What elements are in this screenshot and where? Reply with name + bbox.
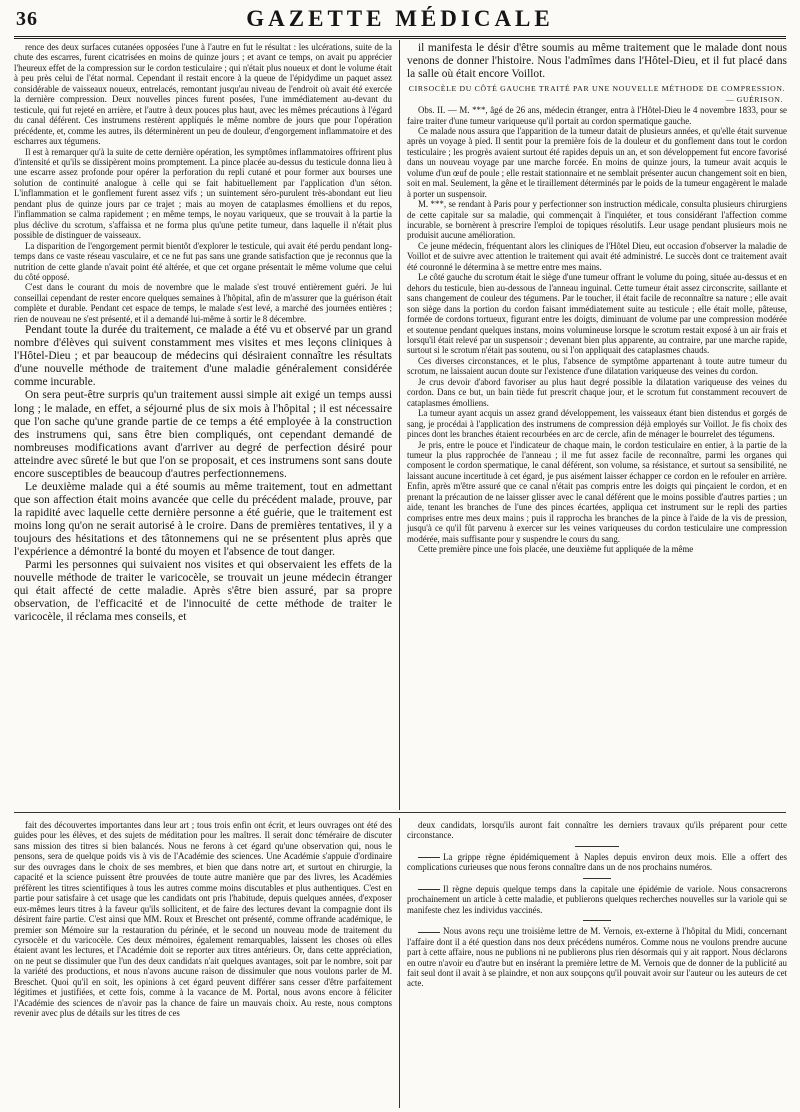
- paragraph: Ce malade nous assura que l'apparition de la tumeur datait de plusieurs années, et qu'elle était survenue après un voyage à pied. Il sentit pour la première fois de la douleur et du gonflement dans tout le cordon testiculaire ; les progrès avaient surtout été rapides depuis un an, et son développement fut encore favorisé dans un nouveau voyage par une marche forcée. En moins de quinze jours, la tumeur avait acquis le volume d'un œuf de poule ; elle restait stationnaire et ne semblait présenter aucun changement soit en bien, soit en mal. Seulement, la gêne et le tiraillement déterminés par le poids de la tumeur engagèrent le malade à porter un suspensoir.: [407, 125, 787, 199]
- header-rule: [14, 36, 786, 39]
- masthead-title: GAZETTE MÉDICALE: [246, 6, 554, 31]
- column-divider: [399, 818, 400, 1108]
- news-item: [407, 926, 787, 989]
- paragraph: C'est dans le courant du mois de novembre que le malade s'est trouvé entièrement guéri. Je lui conseillai cependant de rester encore quelques semaines à l'hôpital, afin de m'assurer que la guérison était complète et durable. Pendant cet espace de temps, le malade s'est levé, a marché des journées entières ; rien de nouveau ne s'est présenté, et il a demandé lui-même à sortir le 8 décembre.: [14, 282, 392, 324]
- news-dash: [418, 889, 440, 890]
- news-separator: [575, 846, 619, 847]
- section-title: CIRSOCÈLE DU CÔTÉ GAUCHE TRAITÉ PAR UNE NOUVELLE MÉTHODE DE COMPRESSION.: [408, 84, 786, 94]
- bottom-right-column: [407, 820, 787, 1108]
- news-text: Nous avons reçu une troisième lettre de M. Vernois, ex-externe à l'hôpital du Midi, concernant l'affaire dont il a été question dans nos deux précédens numéros. Comme nous ne voulons prendre aucune part à cette affaire, nous ne publions ni ne publierons plus rien désormais qui y ait rapport. Nous déclarons en outre n'avoir eu d'autre but en insérant la première lettre de M. Vernois que de donner de la publicité au fait seul dont il avait à se plaindre, et non aux soupçons qu'il pouvait avoir sur l'auteur ou les auteurs de cet acte.: [407, 926, 787, 989]
- paragraph: Je crus devoir d'abord favoriser au plus haut degré possible la dilatation variqueuse des veines du cordon. Dans ce but, un bain tiède fut prescrit chaque jour, et le scrotum fut constamment recouvert de cataplasmes émolliens.: [407, 376, 787, 408]
- news-dash: [418, 857, 440, 858]
- paragraph: Ces diverses circonstances, et le plus, l'absence de symptôme appartenant à toute autre tumeur du scrotum, ne laissaient aucun doute sur l'existence d'une dilatation variqueuse des veines du cordon.: [407, 355, 787, 377]
- column-divider: [399, 40, 400, 810]
- top-right-column: [407, 42, 787, 802]
- paragraph: il manifesta le désir d'être soumis au même traitement que le malade dont nous venons de donner l'histoire. Nous l'admîmes dans l'Hôtel-Dieu, et il fut placé dans la salle où était encore Voillot.: [407, 42, 787, 81]
- page-number: 36: [16, 8, 38, 30]
- news-separator: [583, 920, 611, 921]
- news-text: Il règne depuis quelque temps dans la capitale une épidémie de variole. Nous consacrerons prochainement un article à cette maladie, et publierons quelques recherches nouvelles sur la variole qui se manifeste chez les individus vaccinés.: [407, 883, 787, 915]
- news-dash: [418, 932, 440, 933]
- page-header: [14, 6, 786, 34]
- paragraph: fait des découvertes importantes dans leur art ; tous trois enfin ont écrit, et leurs ouvrages ont été des guides pour les élèves, et des sujets de méditation pour les maîtres. Il serait donc téméraire de discuter sans mission des titres si bien balancés. Nous ne ferons à cet égard qu'une observation qui, nous le pensons, sera de quelque poids vis à vis de l'Académie des sciences. Une Académie s'appuie d'ordinaire sur des ouvrages dans le choix de ses membres, et bien que dans notre art, et surtout en chirurgie, la capacité et la science puissent être prouvées de toute autre manière que par des livres, les Académies préfèrent les titres scientifiques à tous les autres comme moins discutables et plus authentiques. C'est en partie pour satisfaire à cet usage que les candidats ont pris l'habitude, depuis quelques années, d'exposer eux-mêmes leurs titres à la faveur qu'ils sollicitent, et de faire des lectures devant la compagnie dont ils désirent faire partie. C'est ainsi que MM. Roux et Breschet ont présenté, comme offrande académique, le premier son Mémoire sur la restauration du périnée, et le second un nouveau mode de traitement du cyrsocèle et du varicocèle. Ces deux mémoires, également remarquables, laissent les choses où elles étaient avant les lectures, et l'Académie doit se reporter aux titres antérieurs. Or, dans cette appréciation, on ne peut se dissimuler que l'un des deux candidats n'ait quelques avantages, soit par le nombre, soit par la variété des productions, et nous n'avons aucune raison de dissimuler que nous voulons parler de M. Breschet. Quoi qu'il en soit, les opinions à cet égard peuvent différer sans cesser d'être parfaitement légitimes et justifiées, et cette fois, comme à la vacance de M. Portal, nous avons encore à féliciter l'Académie des sciences de n'avoir pas la chance de faire un mauvais choix. Au reste, nous comptons revenir avec plus de détails sur les titres de ces: [14, 820, 392, 1019]
- section-divider: [14, 812, 786, 813]
- paragraph: deux candidats, lorsqu'ils auront fait connaître les derniers travaux qu'ils préparent pour cette circonstance.: [407, 820, 787, 841]
- paragraph: Cette première pince une fois placée, une deuxième fut appliquée de la même: [418, 544, 694, 555]
- paragraph: On sera peut-être surpris qu'un traitement aussi simple ait exigé un temps aussi long ; le malade, en effet, a séjourné plus de six mois à l'hôpital ; il est nécessaire que l'on sache qu'une grande partie de ce temps a été employée à la construction des instrumens qui, sans être bien compliqués, ont cependant demandé de nombreuses modifications avant d'arriver au degré de perfection désiré pour atteindre avec sûreté le but que l'on se proposait, et ces instrumens sont sans doute encore susceptibles de beaucoup d'autres perfectionnemens.: [14, 389, 392, 480]
- paragraph: Le deuxième malade qui a été soumis au même traitement, tout en admettant que son affection était moins avancée que celle du précédent malade, prouve, par la rapidité avec laquelle cette dernière personne a été guérie, que le traitement est moins long qu'on ne serait autorisé à le croire. Dans de premières tentatives, il y a toujours des hésitations et des tâtonnemens qui ne se présentent plus après que l'expérience a démontré la bonté du moyen et l'absence de tout danger.: [14, 480, 392, 559]
- paragraph: Le côté gauche du scrotum était le siège d'une tumeur offrant le volume du poing, située au-dessus et en dehors du testicule, bien au-dessous de l'anneau inguinal. Cette tumeur était assez circonscrite, saillante et sans changement de couleur des tégumens. Par le toucher, il était facile de reconnaître sa nature ; elle avait son siège dans la portion du cordon faisant immédiatement suite au testicule ; elle était molle, pâteuse, formée de cordons tortueux, figurant entre les doigts, diminuant de volume par une compression modérée et soutenue pendant quelques instans, moins volumineuse lorsque le scrotum restait exposé à un air frais et lorsqu'il était relevé par un suspensoir ; devenant bien plus apparente, au contraire, par une marche rapide, surtout si le scrotum n'était pas soutenu, ou si l'on appliquait des cataplasmes chauds.: [407, 272, 787, 356]
- paragraph: Ce jeune médecin, fréquentant alors les cliniques de l'Hôtel Dieu, eut occasion d'observer la maladie de Voillot et de suivre avec attention le traitement qui avait été administré. Le succès dont ce traitement avait été couronné le détermina à se mettre entre mes mains.: [407, 240, 787, 272]
- paragraph: M. ***, se rendant à Paris pour y perfectionner son instruction médicale, consulta plusieurs chirurgiens de cette capitale sur sa maladie, qui commençait à l'inquiéter, et tous considérant l'affection comme incurable, se bornèrent à prescrire l'emploi de topiques résolutifs. Leur usage pendant plusieurs mois ne produisit aucune amélioration.: [407, 199, 787, 241]
- paragraph: Je pris, entre le pouce et l'indicateur de chaque main, le cordon testiculaire en entier, à la partie de la tumeur la plus rapprochée de l'anneau ; il me fut assez facile de reconnaître, parmi les organes qui composent le cordon spermatique, le canal déférent, son volume, sa résistance, et surtout sa sensibilité, ne laissant aucune incertitude à cet égard, je pus aisément laisser échapper ce cordon en le refouler en arrière. Enfin, après m'être assuré que ce canal n'était pas compris entre les doigts qui pinçaient le cordon, et en prenant la précaution de ne laisser glisser avec le canal déférent que le moins possible d'autres parties ; un aide, tenant les branches de l'une des pinces écartées, appliqua cet instrument sur le repli des parties comprises entre mes deux mains ; puis il rapprocha les branches de la pince à l'aide de la vis de pression, jusqu'à ce qu'il fût parvenu à exercer sur les veines variqueuses du cordon testiculaire une compression modérée, mais suffisante pour y suspendre le cours du sang.: [407, 439, 787, 544]
- observation-heading-paragraph: Obs. II. — M. ***, âgé de 26 ans, médecin étranger, entra à l'Hôtel-Dieu le 4 novembre 1833, pour se faire traiter d'une tumeur variqueuse qu'il portait au cordon spermatique gauche.: [407, 105, 787, 126]
- paragraph: Parmi les personnes qui suivaient nos visites et qui observaient les effets de la nouvelle méthode de traiter le varicocèle, se trouvait un jeune médecin étranger qui était affecté de cette maladie. Après s'être bien assuré, par sa propre observation, de l'efficacité et de l'innocuité de cette méthode de traiter le varicocèle, il réclama mes conseils, et: [14, 559, 392, 624]
- news-item: [407, 884, 787, 915]
- news-item: [407, 852, 787, 873]
- paragraph: rence des deux surfaces cutanées opposées l'une à l'autre en fut le résultat : les ulcérations, suite de la chute des escarres, furent cicatrisées en moins de quinze jours ; et avant ce temps, on avait pu apprécier l'heureux effet de la compression sur le cordon testiculaire ; qui n'était plus noueux et dont le volume était à peu près celui de l'état normal. Cependant il restait encore à la queue de l'épidydime un paquet assez considérable de vaisseaux noueux, entrelacés, remontant jusqu'au niveau de l'endroit où avait été exercée la dernière compression. Deux nouvelles pinces furent posées, l'une immédiatement au-devant du testicule, qui fut rejeté en arrière, et l'autre à deux pouces plus haut, avec les mêmes précautions à l'égard du canal déférent. Ces instrumens restèrent appliqués le même nombre de jours que pour l'opération précédente, et, comme les autres, ils déterminèrent un peu de douleur, d'engorgement inflammatoire et des escharres aux tégumens.: [14, 42, 392, 147]
- top-left-column: [14, 42, 392, 792]
- section-byline: — GUÉRISON.: [726, 94, 783, 104]
- news-text: La grippe règne épidémiquement à Naples depuis environ deux mois. Elle a offert des complications curieuses que nous ferons connaître dans un de nos prochains numéros.: [407, 851, 787, 873]
- paragraph: Pendant toute la durée du traitement, ce malade a été vu et observé par un grand nombre d'élèves qui suivent constamment mes visites et mes leçons cliniques à l'Hôtel-Dieu ; et par beaucoup de médecins qui désiraient connaître les résultats d'une nouvelle méthode de traitement d'une maladie généralement considérée comme incurable.: [14, 324, 392, 389]
- bottom-left-column: [14, 820, 392, 1108]
- paragraph: La disparition de l'engorgement permit bientôt d'explorer le testicule, qui avait été perdu pendant long-temps dans ce vaste réseau vasculaire, et ce ne fut pas sans une grande satisfaction que je reconnus que la nutrition de cette glande n'avait point été altérée, et que cet organe présentait le même volume que celui du côté opposé.: [14, 240, 392, 282]
- paragraph: La tumeur ayant acquis un assez grand développement, les vaisseaux étant bien distendus et gorgés de sang, je procédai à l'application des instrumens de compression déjà employés sur Voillot. Je fis choix des pinces dont les branches étaient recourbées en arc de cercle, afin de ménager le bourrelet des tégumens.: [407, 408, 787, 440]
- paragraph: Il est à remarquer qu'à la suite de cette dernière opération, les symptômes inflammatoires offrirent plus d'intensité et qu'ils se dissipèrent moins promptement. La pince placée au-dessus du testicule donna lieu à une escarre assez profonde pour opérer la perforation du repli cutané et pour former aux bourses une solution de continuité analogue à celle qui se fait habituellement par l'application d'un séton. L'inflammation et le gonflement furent assez vifs ; un suintement séro-purulent très-abondant eut lieu pendant plus de quinze jours par ce trajet ; mais au moyen de cataplasmes émolliens et du repos, l'inflammation se calma rapidement ; en même temps, le noyau variqueux, que se trouvait à la partie la plus déclive du scrotum, s'affaissa et ne forma plus qu'une petite tumeur, dans laquelle il n'était plus possible de distinguer de vaisseaux.: [14, 146, 392, 241]
- news-separator: [583, 878, 611, 879]
